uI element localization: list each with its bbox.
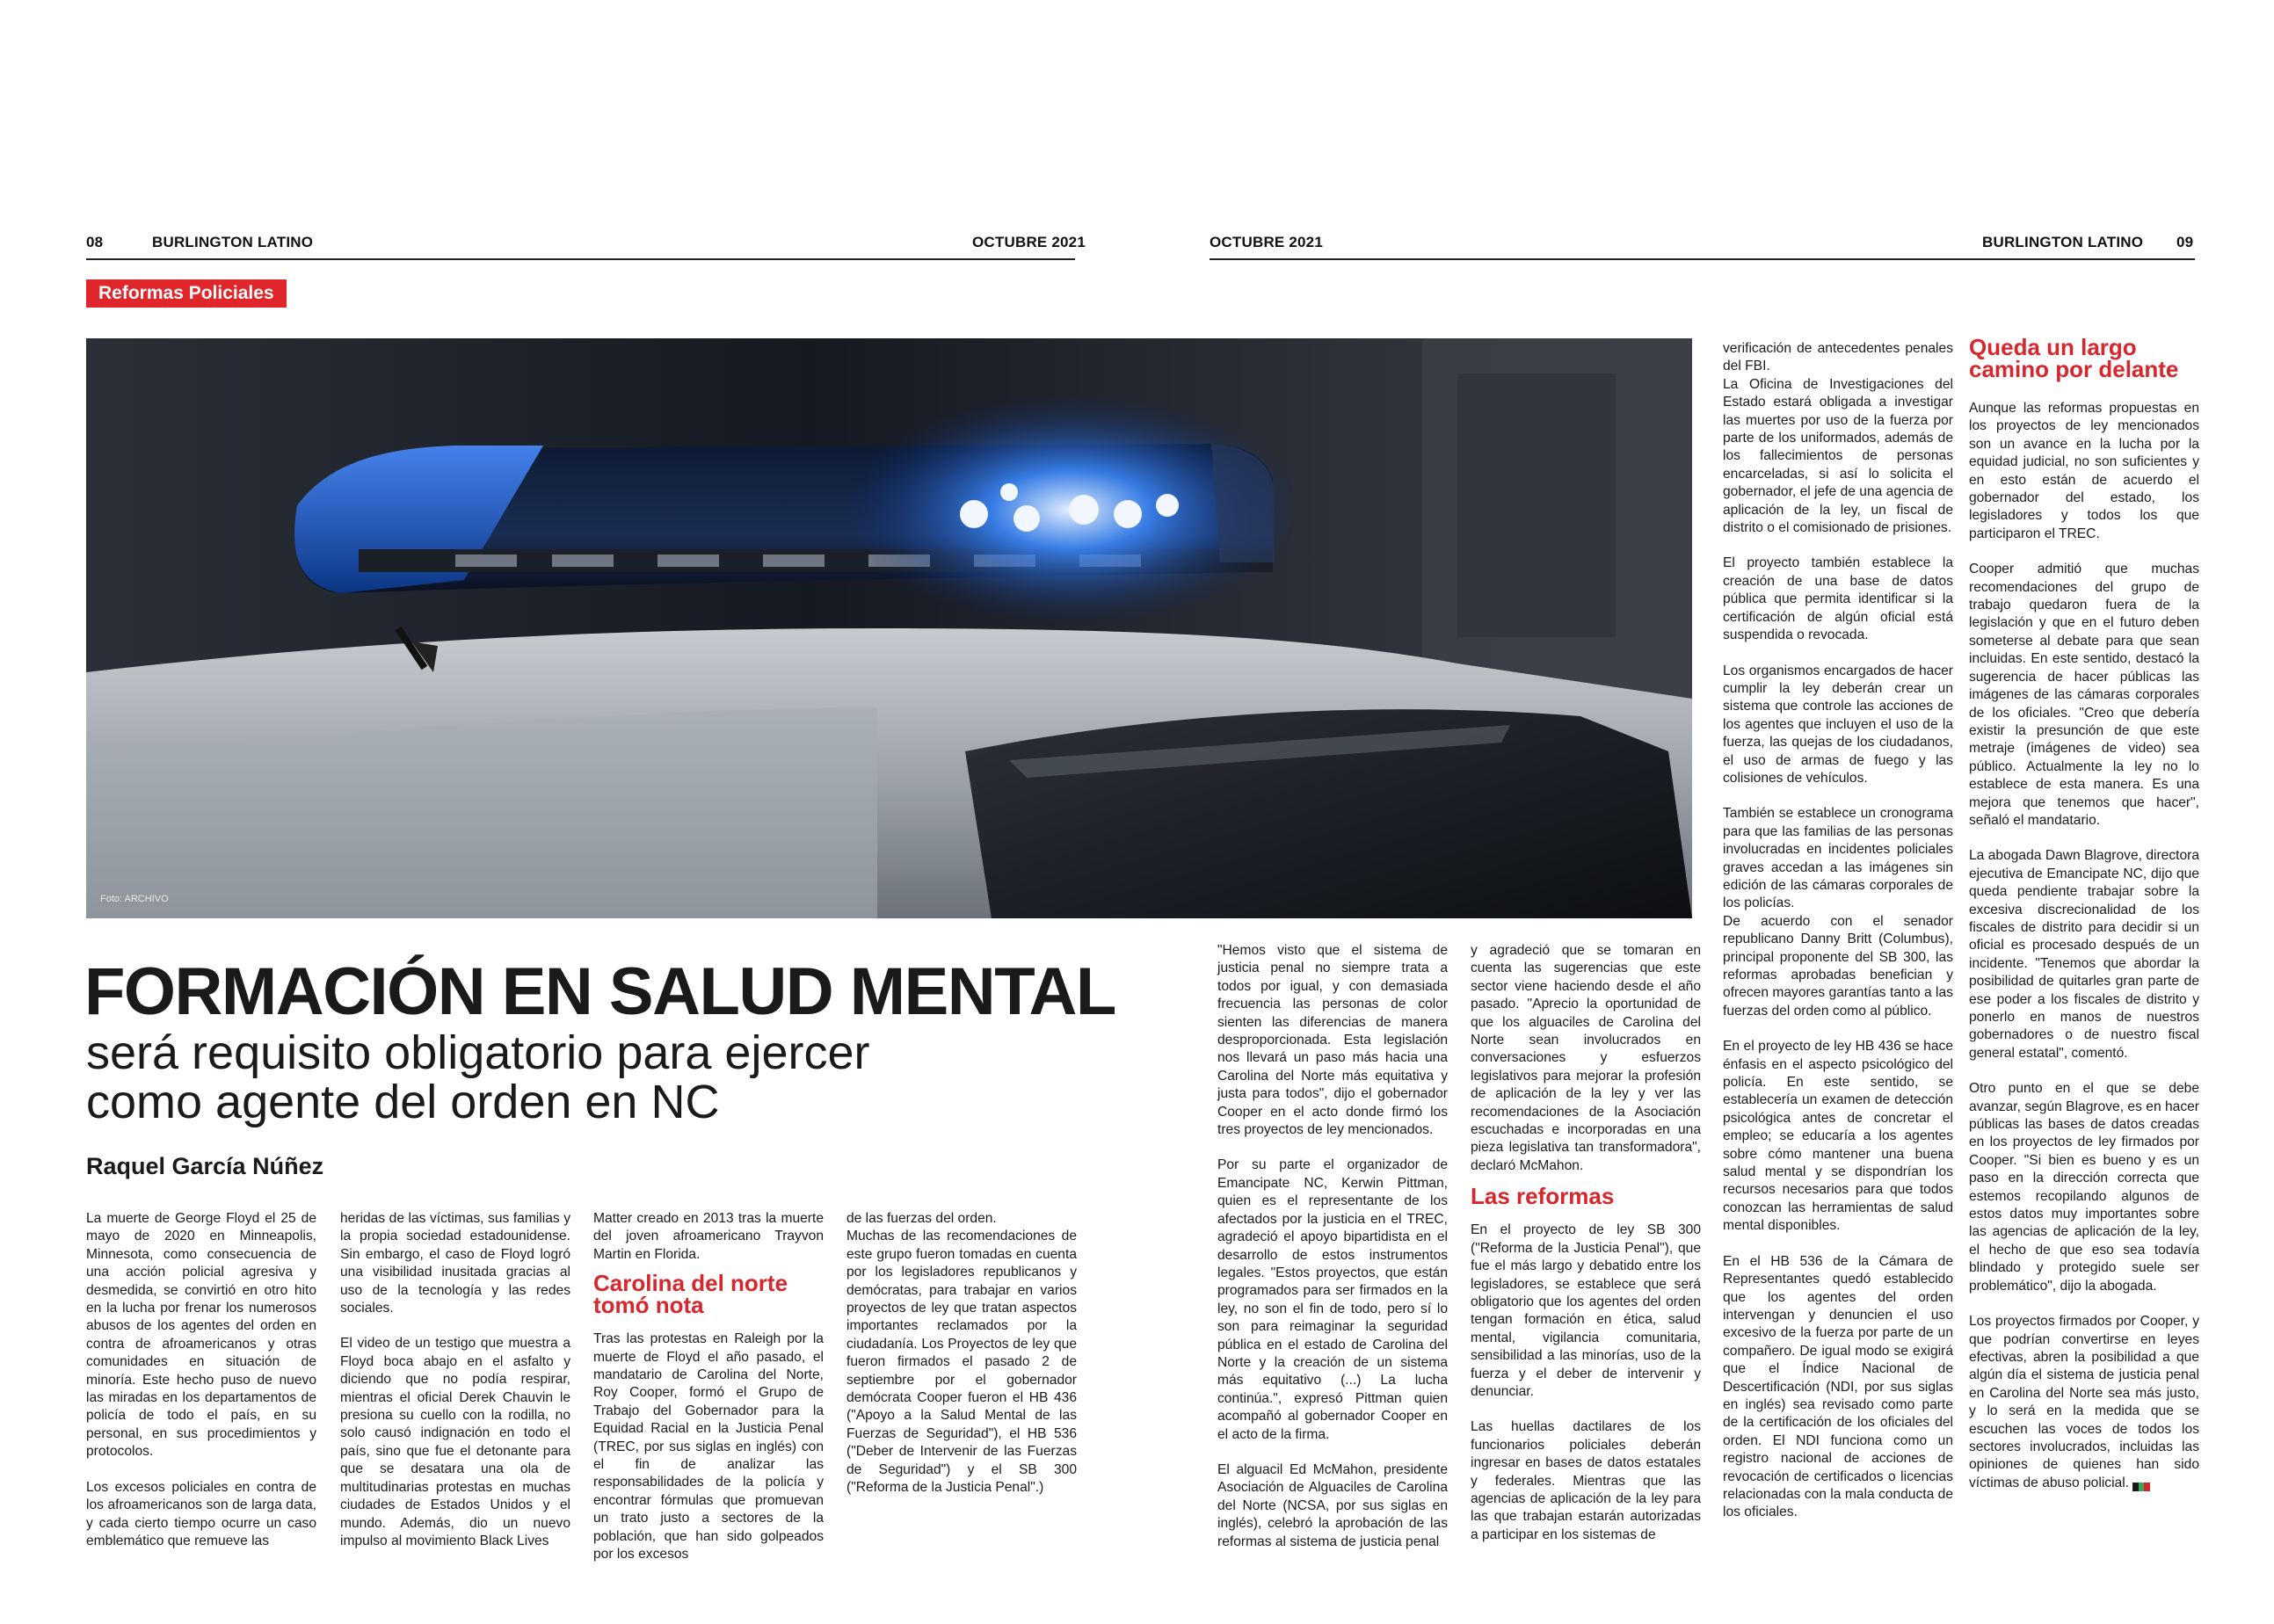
headline: FORMACIÓN EN SALUD MENTAL: [84, 954, 1115, 1029]
paragraph: y agradeció que se tomaran en cuenta las sugerencias que este sector viene haciendo desde el año pasado. "Aprecio la oportunidad de que los alguaciles de Carolina del Norte sean involucrados en conversaciones y esfuerzos legislativos para mejorar la profesión de aplicación de la ley y ver las recomendaciones de la Asociación escuchadas e incorporadas en una pieza legislativa tan transformadora", declaró McMahon.: [1471, 943, 1701, 1173]
paragraph: El proyecto también establece la creación de una base de datos pública que permita identificar si la certificación de algún oficial está suspendida o revocada.: [1723, 555, 1953, 643]
right-issue-date: OCTUBRE 2021: [1210, 234, 1323, 250]
right-header-rule: [1210, 258, 2195, 260]
left-header-rule: [86, 258, 1075, 260]
byline: Raquel García Núñez: [86, 1153, 324, 1179]
article-column-1: [86, 1210, 316, 1550]
left-publication-name: BURLINGTON LATINO: [152, 234, 314, 250]
right-page-number: 09: [2176, 234, 2194, 250]
left-issue-date: OCTUBRE 2021: [972, 234, 1086, 250]
paragraph: Muchas de las recomendaciones de este grupo fueron tomadas en cuenta por los legisladores republicanos y demócratas, para trabajar en varios proyectos de ley que tratan aspectos importantes reclamados por la ciudadanía. Los Proyectos de ley que fueron firmados el pasado 2 de septiembre por el gobernador demócrata Cooper fueron el HB 436 ("Apoyo a la Salud Mental de las Fuerzas de Seguridad"), el HB 536 ("Deber de Intervenir de las Fuerzas de Seguridad") y el SB 300 ("Reforma de la Justicia Penal".): [846, 1229, 1077, 1496]
article-end-mark-icon: [2132, 1479, 2152, 1488]
article-column-6: [1471, 942, 1701, 1544]
article-column-8: [1969, 334, 2199, 1492]
article-column-5: [1217, 942, 1448, 1551]
paragraph: El video de un testigo que muestra a Floyd boca abajo en el asfalto y diciendo que no podía respirar, mientras el oficial Derek Chauvin le presiona su cuello con la rodilla, no solo causó indignación en todo el país, sino que fue el detonante para que se desatara una ola de multitudinarias protestas en muchas ciudades de Estados Unidos y el mundo. Además, dio un nuevo impulso al movimiento Black Lives: [340, 1336, 570, 1548]
paragraph: También se establece un cronograma para que las familias de las personas involucradas en incidentes policiales graves accedan a las imágenes sin edición de las cámaras corporales de los policías.: [1723, 806, 1953, 911]
paragraph: Los excesos policiales en contra de los afroamericanos son de larga data, y cada cierto tiempo ocurre un caso emblemático que remueve las: [86, 1479, 316, 1548]
paragraph: Los organismos encargados de hacer cumplir la ley deberán crear un sistema que controle las acciones de los agentes que incluyen el uso de la fuerza, las quejas de los ciudadanos, el uso de armas de fuego y las colisiones de vehículos.: [1723, 663, 1953, 786]
subhead-reformas: Las reformas: [1471, 1183, 1615, 1210]
article-column-2: [340, 1210, 570, 1550]
paragraph: De acuerdo con el senador republicano Danny Britt (Columbus), principal proponente del SB 300, las reformas aprobadas benefician y ofrecen mayores garantías tanto a las fuerzas del orden como al público.: [1723, 913, 1953, 1019]
photo-credit: Foto: ARCHIVO: [100, 894, 169, 904]
paragraph: Cooper admitió que muchas recomendaciones del grupo de trabajo quedaron fuera de la legislación y que en el futuro deben someterse al debate para que sean incluidas. En este sentido, destacó la sugerencia de hacer públicas las imágenes de las cámaras corporales de los oficiales. "Creo que debería existir la presunción de que este metraje (imágenes de video) sea público. Actualmente la ley no lo establece de esta manera. Es una mejora que tenemos que hacer", señaló el mandatario.: [1969, 562, 2199, 828]
paragraph: verificación de antecedentes penales del FBI.: [1723, 341, 1953, 374]
paragraph: En el proyecto de ley SB 300 ("Reforma de la Justicia Penal"), que fue el más largo y debatido entre los legisladores, se establece que será obligatorio que los agentes del orden tengan formación en ética, salud mental, vigilancia comunitaria, sensibilidad a las minorías, uso de la fuerza y el deber de intervenir y denunciar.: [1471, 1222, 1701, 1399]
paragraph: En el proyecto de ley HB 436 se hace énfasis en el aspecto psicológico del policía. En este sentido, se establecería un examen de detección psicológica antes de concretar el empleo; se educaría a los agentes sobre cómo mantener una buena salud mental y se dispondrían los recursos necesarios para que todos conozcan las herramientas de salud mental disponibles.: [1723, 1039, 1953, 1234]
hero-photo: [86, 338, 1692, 918]
paragraph: heridas de las víctimas, sus familias y la propia sociedad estadounidense. Sin embargo, el caso de Floyd logró una visibilidad inusitada gracias al uso de la tecnología y las redes sociales.: [340, 1211, 570, 1316]
paragraph: Aunque las reformas propuestas en los proyectos de ley mencionados son un avance en la lucha por la equidad judicial, no son suficientes y en esto están de acuerdo el gobernador del estado, los legisladores y todos los que participaron el TREC.: [1969, 401, 2199, 541]
section-tag: Reformas Policiales: [86, 279, 287, 308]
paragraph: El alguacil Ed McMahon, presidente Asociación de Alguaciles de Carolina del Norte (NCSA, por sus siglas en inglés), celebró la aprobación de las reformas al sistema de justicia penal: [1217, 1461, 1448, 1549]
article-column-4: [846, 1210, 1077, 1497]
left-page-number: 08: [86, 234, 104, 250]
paragraph: La Oficina de Investigaciones del Estado estará obligada a investigar las muertes por uso de la fuerza por parte de los uniformados, además de los fallecimientos de personas encarceladas, si así lo solicita el gobernador, el jefe de una agencia de aplicación de la ley, un fiscal de distrito o el comisionado de prisiones.: [1723, 376, 1953, 536]
paragraph-final: [1969, 1313, 2199, 1492]
subheadline-line-1: será requisito obligatorio para ejercer: [86, 1026, 870, 1079]
paragraph: Otro punto en el que se debe avanzar, según Blagrove, es en hacer públicas las bases de datos creadas en los proyectos de ley firmados por Cooper. "Si bien es bueno y es un paso en la dirección correcta que estemos recopilando algunos de estos datos muy importantes sobre las agencias de aplicación de la ley, el hecho de que eso sea todavía blindado y protegido suele ser problemático", dijo la abogada.: [1969, 1081, 2199, 1294]
paragraph: Matter creado en 2013 tras la muerte del joven afroamericano Trayvon Martin en Florida.: [593, 1211, 824, 1262]
subhead-carolina: Carolina del norte tomó nota: [593, 1270, 788, 1319]
final-paragraph-text: Los proyectos firmados por Cooper, y que podrían convertirse en leyes efectivas, abren la posibilidad a que algún día el sistema de justicia penal en Carolina del Norte sea más justo, y lo será en la medida que se escuchen las voces de todos los sectores involucrados, incluidas las opiniones de quienes han sido víctimas de abuso policial.: [1969, 1314, 2199, 1490]
subheadline-line-2: como agente del orden en NC: [86, 1076, 720, 1128]
paragraph: La muerte de George Floyd el 25 de mayo de 2020 en Minneapolis, Minnesota, como consecuencia de una acción policial agresiva y desmedida, se convirtió en otro hito en la lucha por frenar los numerosos abusos de los agentes del orden en contra de afroamericanos y otras comunidades en situación de minoría. Este hecho puso de nuevo las miradas en los departamentos de policía de todo el país, en su personal, en sus procedimientos y protocolos.: [86, 1211, 316, 1460]
paragraph: En el HB 536 de la Cámara de Representantes quedó establecido que los agentes del orden intervengan y denuncien el uso excesivo de la fuerza por parte de un compañero. De igual modo se exigirá que el Índice Nacional de Descertificación (NDI, por sus siglas en inglés) sea revisado como parte de la certificación de los oficiales del orden. El NDI funciona como un registro nacional de acciones de revocación de certificados o licencias relacionadas con la mala conducta de los oficiales.: [1723, 1253, 1953, 1520]
article-column-3: [593, 1210, 824, 1564]
article-column-7: [1723, 340, 1953, 1522]
paragraph: Tras las protestas en Raleigh por la muerte de Floyd el año pasado, el mandatario de Carolina del Norte, Roy Cooper, formó el Grupo de Trabajo del Gobernador para la Equidad Racial en la Justicia Penal (TREC, por sus siglas en inglés) con el fin de analizar las responsabilidades de la policía y encontrar fórmulas que promuevan un trato justo a sectores de la población, que han sido golpeados por los excesos: [593, 1331, 824, 1562]
right-publication-name: BURLINGTON LATINO: [1982, 234, 2144, 250]
paragraph: Las huellas dactilares de los funcionarios policiales deberán ingresar en bases de datos estatales y federales. Mientras que las agencias de aplicación de la ley para las que trabajan estarán autorizadas a participar en los sistemas de: [1471, 1419, 1701, 1542]
paragraph: La abogada Dawn Blagrove, directora ejecutiva de Emancipate NC, dijo que queda pendiente trabajar sobre la excesiva discrecionalidad de los fiscales de distrito para decidir si un oficial es procesado después de un incidente. "Tenemos que abordar la posibilidad de quitarles gran parte de ese poder a los fiscales de distrito y ponerlo en manos de nuestros gobernadores o de nuestro fiscal general estatal", comentó.: [1969, 848, 2199, 1061]
paragraph: Por su parte el organizador de Emancipate NC, Kerwin Pittman, quien es el representante de los afectados por la justicia en el TREC, agradeció el apoyo bipartidista en el desarrollo de estos instrumentos legales. "Estos proyectos, que están programados para ser firmados en la ley, no son el fin de todo, pero sí lo son para reimaginar la seguridad pública en el estado de Carolina del Norte y la creación de un sistema más equitativo (...) La lucha continúa.", expresó Pittman quien acompañó al gobernador Cooper en el acto de la firma.: [1217, 1157, 1448, 1442]
subheadline: [86, 1028, 1088, 1127]
paragraph: de las fuerzas del orden.: [846, 1211, 997, 1226]
paragraph: "Hemos visto que el sistema de justicia penal no siempre trata a todos por igual, y con demasiada frecuencia las personas de color sienten las diferencias de manera desproporcionada. Esta legislación nos llevará un paso más hacia una Carolina del Norte más equitativa y justa para todos", dijo el gobernador Cooper en el acto donde firmó los tres proyectos de ley mencionados.: [1217, 943, 1448, 1138]
subhead-camino: Queda un largo camino por delante: [1969, 334, 2179, 382]
police-light-illustration: [86, 338, 1692, 918]
